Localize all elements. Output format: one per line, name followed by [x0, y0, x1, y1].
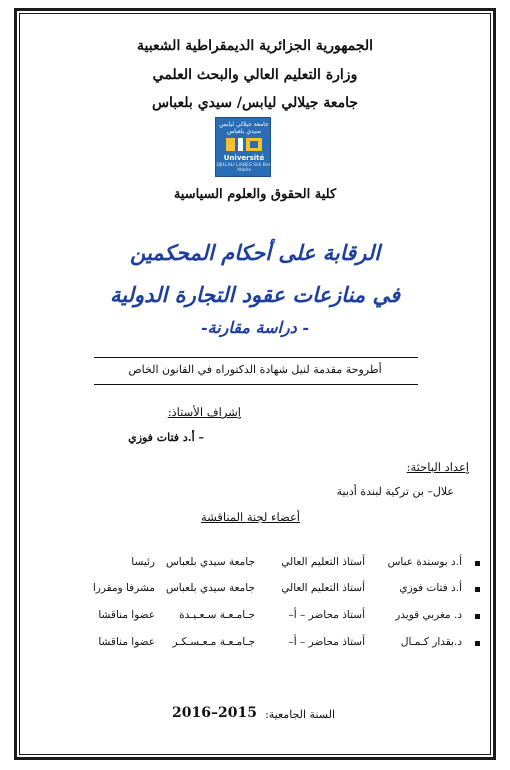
- member-role: عضوا مناقشا: [98, 636, 155, 648]
- member-role: مشرفا ومقررا: [92, 582, 155, 594]
- thesis-subtitle: - دراسة مقارنة-: [201, 318, 309, 337]
- member-institution: جـامـعـة مـعـسـكـر: [172, 636, 255, 648]
- member-role: رئيسا: [131, 556, 155, 568]
- member-name: د. مغربي قويدر: [395, 609, 462, 621]
- bullet-icon: [475, 587, 480, 592]
- member-name: د.بقدار كـمـال: [400, 636, 462, 648]
- member-role: عضوا مناقشا: [98, 609, 155, 621]
- degree-line: أطروحة مقدمة لنيل شهادة الدكتوراه في القانون الخاص: [128, 363, 382, 376]
- member-rank: أستاذ محاضر – أ–: [288, 636, 365, 648]
- academic-year-label: السنة الجامعية:: [265, 708, 335, 721]
- academic-year-value: 2016–2015: [172, 705, 257, 721]
- committee-row: [60, 636, 480, 656]
- preparation-label: إعداد الباحثة:: [406, 460, 469, 474]
- member-name: أ.د بوسندة عباس: [387, 556, 462, 568]
- ministry-line: وزارة التعليم العالي والبحث العلمي: [152, 67, 358, 83]
- bullet-icon: [475, 641, 480, 646]
- member-name: أ.د فتات فوزي: [399, 582, 462, 594]
- faculty-line: كلية الحقوق والعلوم السياسية: [173, 187, 337, 202]
- researcher-name: علال– بن تركية لبندة أدبية: [336, 485, 454, 498]
- thesis-title-line-1: الرقابة على أحكام المحكمين: [129, 240, 381, 265]
- committee-row: [60, 556, 480, 576]
- member-institution: جامعة سيدي بلعباس: [165, 556, 255, 568]
- member-rank: أستاذ التعليم العالي: [281, 556, 365, 568]
- title-bottom-rule: [94, 384, 418, 385]
- university-line: جامعة جيلالي ليابس/ سيدي بلعباس: [151, 95, 359, 111]
- member-rank: أستاذ محاضر – أ–: [288, 609, 365, 621]
- thesis-title-line-2: في منازعات عقود التجارة الدولية: [109, 282, 401, 307]
- logo-name: Université: [223, 154, 265, 162]
- committee-label: أعضاء لجنة المناقشة: [200, 510, 300, 524]
- committee-row: [60, 609, 480, 629]
- supervisor-name: – أ.د فتات فوزي: [128, 431, 204, 444]
- logo-subtitle: DJILLALI LIABES Sidi Bel-Abbès: [216, 163, 272, 173]
- republic-line: الجمهورية الجزائرية الديمقراطية الشعبية: [136, 38, 373, 54]
- university-emblem-icon: [224, 137, 264, 152]
- committee-row: [60, 582, 480, 602]
- member-institution: جامعة سيدي بلعباس: [165, 582, 255, 594]
- university-logo: [215, 117, 271, 177]
- member-institution: جـامـعـة سـعـيـدة: [179, 609, 255, 621]
- bullet-icon: [475, 561, 480, 566]
- supervision-label: إشراف الأستاذ:: [167, 405, 241, 419]
- member-rank: أستاذ التعليم العالي: [281, 582, 365, 594]
- logo-arabic-text: جامعة جيلالي ليابس سيدي بلعباس: [219, 121, 269, 135]
- title-top-rule: [94, 357, 418, 358]
- bullet-icon: [475, 614, 480, 619]
